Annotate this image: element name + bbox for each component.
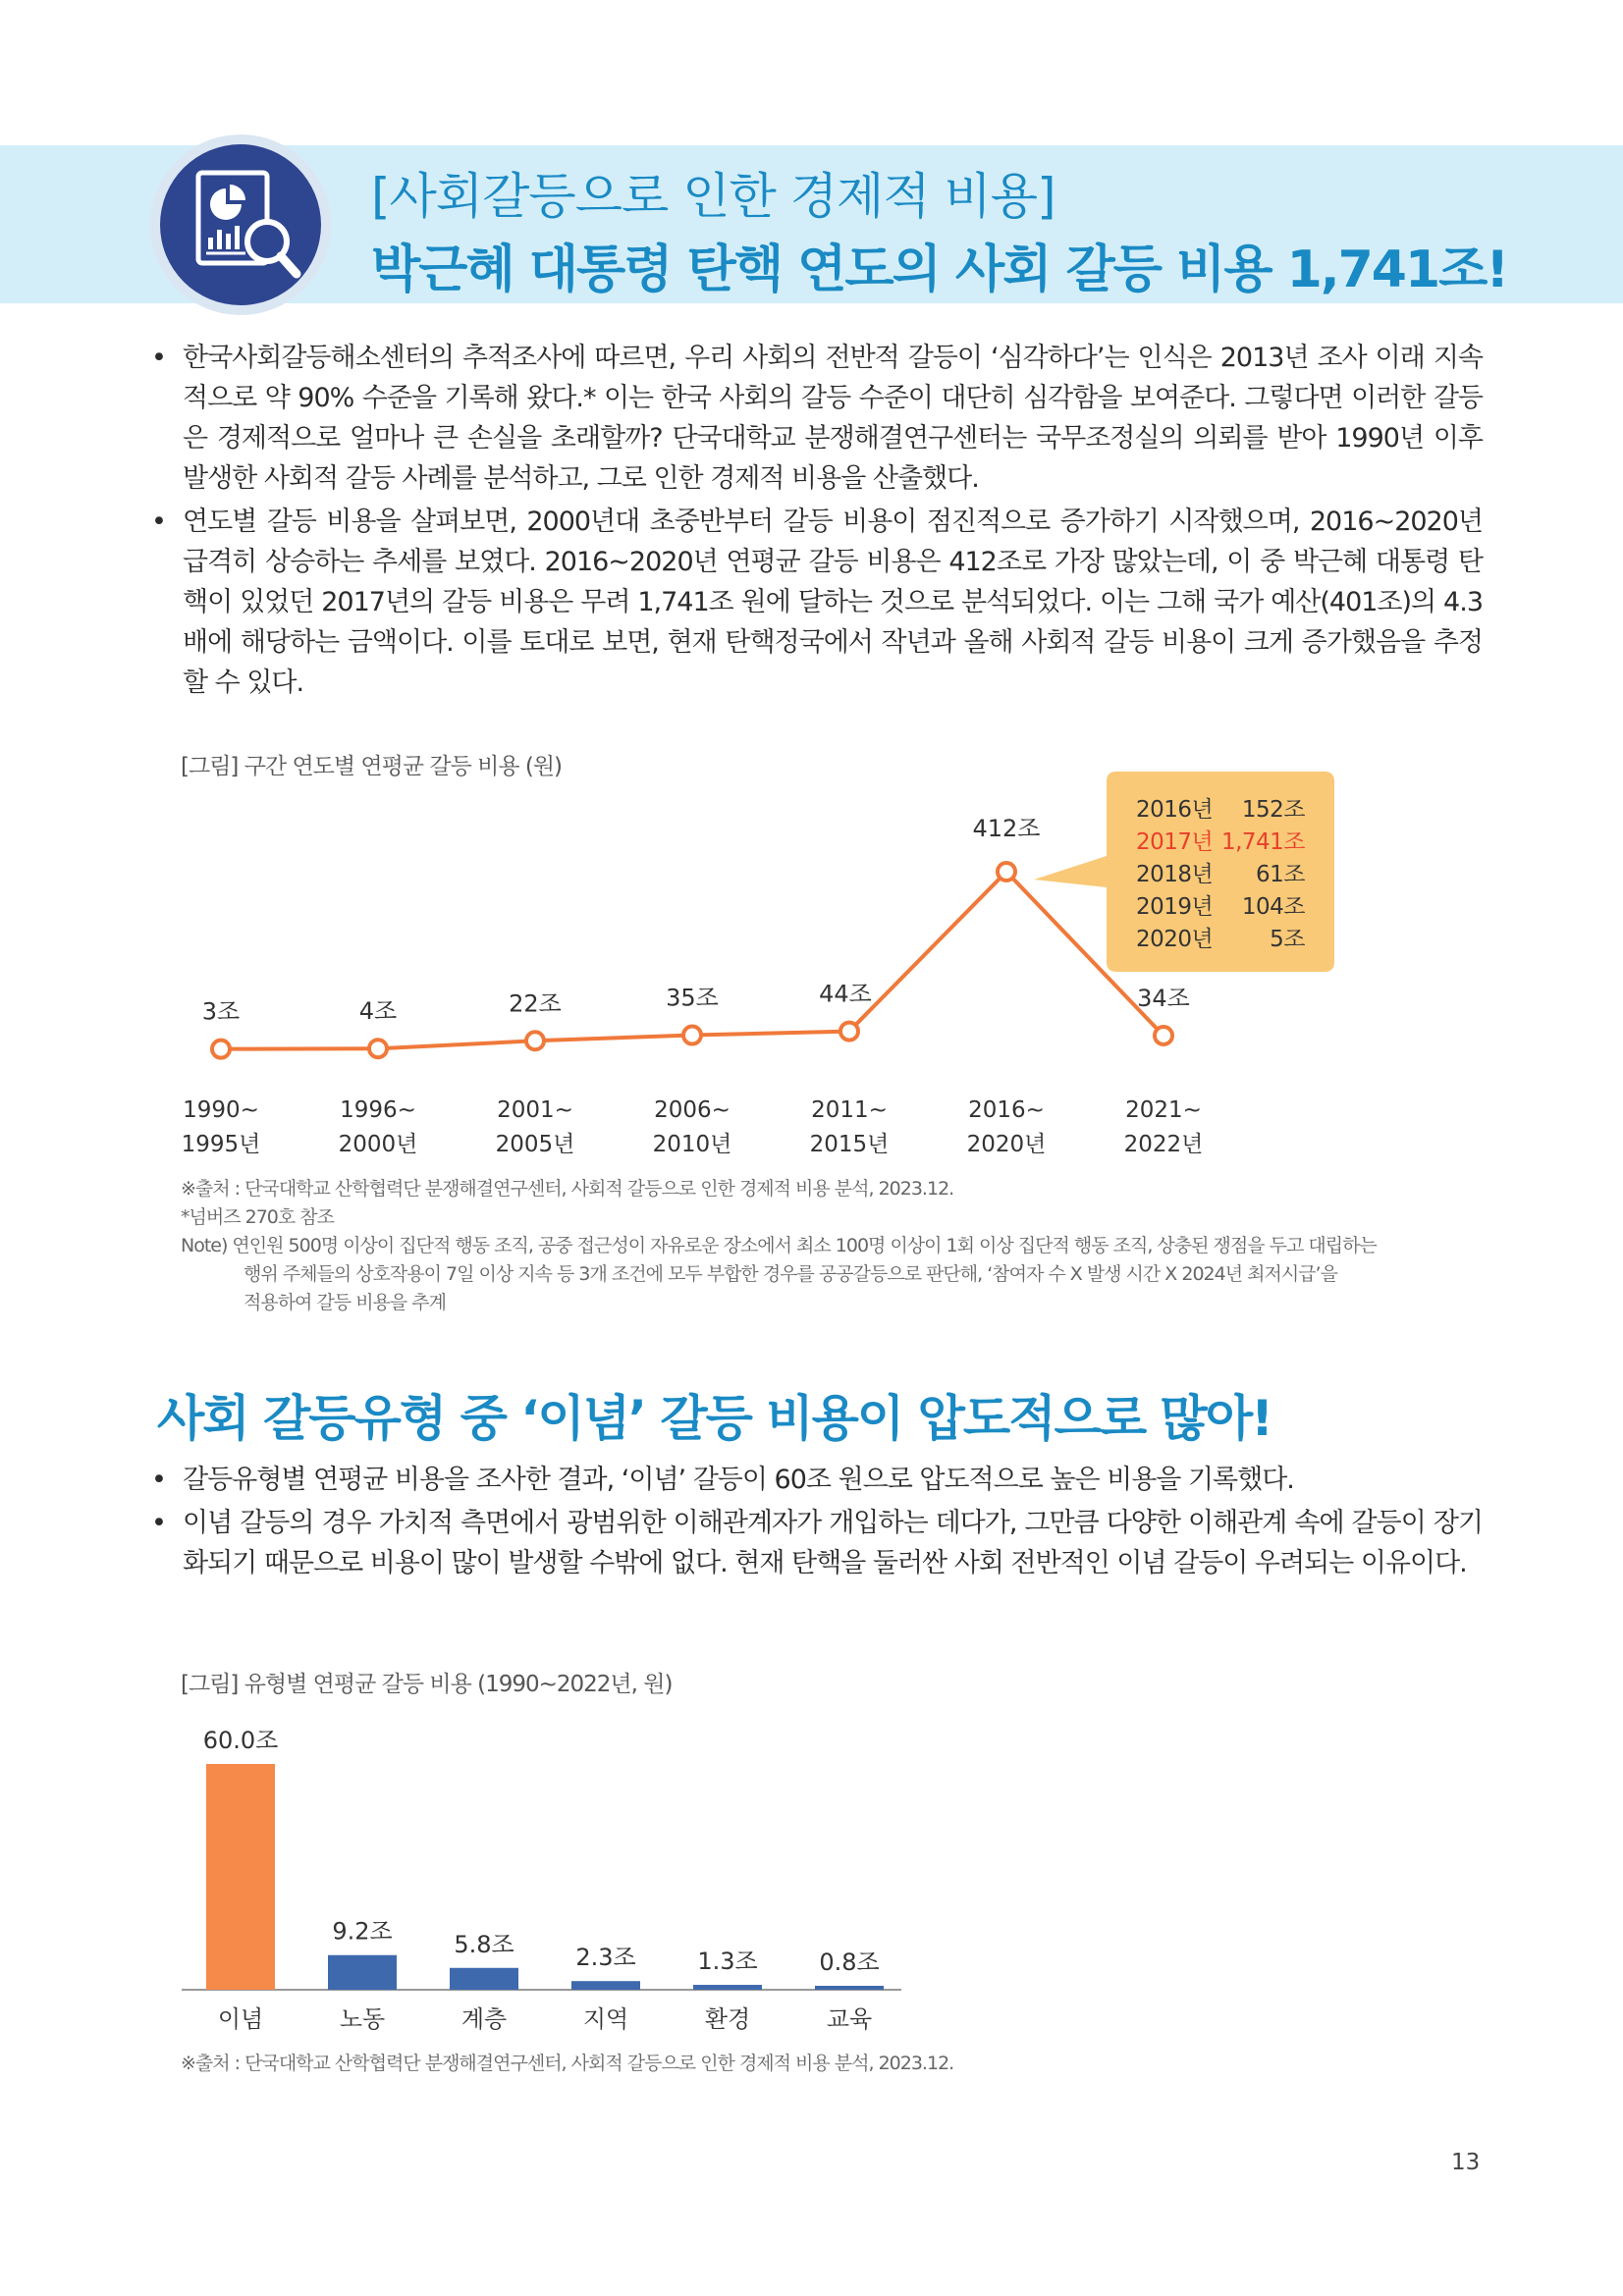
report-chart-magnifier-icon <box>147 132 334 318</box>
x-tick-label: 2000년 <box>338 1132 418 1157</box>
x-tick-label: 2005년 <box>495 1132 575 1157</box>
x-tick-label: 2022년 <box>1123 1132 1204 1157</box>
x-tick-label: 1995년 <box>181 1132 261 1157</box>
x-tick-label: 2011~ <box>811 1097 888 1123</box>
callout-value: 1,741조 <box>1220 829 1305 855</box>
callout-value: 5조 <box>1270 927 1305 952</box>
callout-value: 61조 <box>1256 862 1305 887</box>
callout-year: 2018년 <box>1136 862 1214 887</box>
note-reference: *넘버즈 270호 참조 <box>181 1206 334 1228</box>
x-tick-label: 이념 <box>217 2005 264 2033</box>
x-tick-label: 2021~ <box>1125 1097 1202 1123</box>
callout-value: 104조 <box>1241 894 1305 920</box>
source-note: ※출처 : 단국대학교 산학협력단 분쟁해결연구센터, 사회적 갈등으로 인한 경제적 비용 분석, 2023.12. <box>181 2053 954 2074</box>
bar <box>815 1986 884 1990</box>
header-title-2: 박근혜 대통령 탄핵 연도의 사회 갈등 비용 1,741조! <box>371 240 1508 299</box>
data-point <box>369 1040 387 1057</box>
bar <box>571 1981 640 1990</box>
bullet-item: • 한국사회갈등해소센터의 추적조사에 따르면, 우리 사회의 전반적 갈등이 ‘심각하다’는 인식은 2013년 조사 이래 지속적으로 약 90% 수준을 기록해 왔다.* 이는 한국 사회의 갈등 수준이 대단히 심각함을 보여준다. 그렇다면 이러한 갈등은 경제적으로 얼마나 큰 손실을 초래할까? 단국대학교 분쟁해결연구센터는 국무조정실의 의뢰를 받아 1990년 이후 발생한 사회적 갈등 사례를 분석하고, 그로 인한 경제적 비용을 산출했다. <box>147 338 1483 499</box>
callout-value: 152조 <box>1241 797 1305 823</box>
x-tick-label: 1990~ <box>183 1097 259 1123</box>
x-tick-label: 2010년 <box>652 1132 732 1157</box>
x-tick-label: 2001~ <box>497 1097 573 1123</box>
x-tick-label: 2015년 <box>809 1132 890 1157</box>
bar <box>328 1955 397 1990</box>
callout-year: 2017년 <box>1136 829 1214 855</box>
note-source: ※출처 : 단국대학교 산학협력단 분쟁해결연구센터, 사회적 갈등으로 인한 경제적 비용 분석, 2023.12. <box>181 1178 954 1200</box>
callout-year: 2019년 <box>1136 894 1214 920</box>
header-title-1: [사회갈등으로 인한 경제적 비용] <box>371 168 1055 225</box>
data-label: 60.0조 <box>202 1727 279 1754</box>
callout-year: 2016년 <box>1136 797 1214 823</box>
x-tick-label: 교육 <box>826 2005 873 2033</box>
data-label: 1.3조 <box>697 1948 758 1976</box>
data-label: 3조 <box>201 997 241 1026</box>
x-tick-label: 계층 <box>460 2005 508 2033</box>
section2-bullets <box>147 1460 1483 1586</box>
bar <box>693 1985 762 1990</box>
x-tick-label: 1996~ <box>340 1097 416 1123</box>
figure-caption-1: [그림] 구간 연도별 연평균 갈등 비용 (원) <box>181 754 563 779</box>
callout-year: 2020년 <box>1136 927 1214 952</box>
data-label: 22조 <box>509 989 562 1018</box>
section2-heading: 사회 갈등유형 중 ‘이념’ 갈등 비용이 압도적으로 많아! <box>157 1390 1271 1447</box>
section1-bullets <box>147 338 1483 706</box>
data-point <box>526 1032 544 1049</box>
note-definition-cont: 적용하여 갈등 비용을 추계 <box>243 1292 447 1313</box>
data-label: 4조 <box>358 997 398 1026</box>
bar-chart <box>0 1708 1623 2042</box>
note-definition-cont: 행위 주체들의 상호작용이 7일 이상 지속 등 3개 조건에 모두 부합한 경우를 공공갈등으로 판단해, ‘참여자 수 X 발생 시간 X 2024년 최저시급’을 <box>243 1263 1337 1285</box>
notes <box>181 1175 1487 1317</box>
data-point <box>212 1041 230 1058</box>
line-chart <box>0 756 1623 1168</box>
x-tick-label: 노동 <box>339 2005 386 2033</box>
data-label: 35조 <box>666 984 719 1012</box>
data-label: 44조 <box>819 980 872 1008</box>
bullet-item: • 갈등유형별 연평균 비용을 조사한 결과, ‘이념’ 갈등이 60조 원으로 압도적으로 높은 비용을 기록했다. <box>147 1460 1483 1500</box>
data-label: 34조 <box>1137 984 1190 1012</box>
data-label: 0.8조 <box>819 1949 880 1976</box>
page-number: 13 <box>1451 2150 1481 2175</box>
x-tick-label: 2020년 <box>966 1132 1047 1157</box>
x-tick-label: 2006~ <box>654 1097 730 1123</box>
figure-caption-2: [그림] 유형별 연평균 갈등 비용 (1990~2022년, 원) <box>181 1672 673 1697</box>
data-point <box>998 863 1015 881</box>
x-tick-label: 지역 <box>582 2005 629 2033</box>
bullet-item: • 이념 갈등의 경우 가치적 측면에서 광범위한 이해관계자가 개입하는 데다가, 그만큼 다양한 이해관계 속에 갈등이 장기화되기 때문으로 비용이 많이 발생할 수밖에 없다. 현재 탄핵을 둘러싼 사회 전반적인 이념 갈등이 우려되는 이유이다. <box>147 1503 1483 1583</box>
data-label: 9.2조 <box>332 1917 393 1946</box>
note-definition: Note) 연인원 500명 이상이 집단적 행동 조직, 공중 접근성이 자유로운 장소에서 최소 100명 이상이 1회 이상 집단적 행동 조직, 상충된 쟁점을 두고 대립하는 <box>181 1235 1377 1256</box>
data-label: 5.8조 <box>454 1930 514 1958</box>
x-tick-label: 2016~ <box>968 1097 1045 1123</box>
data-point <box>1155 1027 1172 1044</box>
data-point <box>683 1027 701 1044</box>
bar <box>450 1968 518 1990</box>
bar <box>206 1764 275 1990</box>
bullet-item: • 연도별 갈등 비용을 살펴보면, 2000년대 초중반부터 갈등 비용이 점진적으로 증가하기 시작했으며, 2016~2020년 급격히 상승하는 추세를 보였다. 2016~2020년 연평균 갈등 비용은 412조로 가장 많았는데, 이 중 박근혜 대통령 탄핵이 있었던 2017년의 갈등 비용은 무려 1,741조 원에 달하는 것으로 분석되었다. 이는 그해 국가 예산(401조)의 4.3배에 해당하는 금액이다. 이를 토대로 보면, 현재 탄핵정국에서 작년과 올해 사회적 갈등 비용이 크게 증가했음을 추정할 수 있다. <box>147 502 1483 703</box>
x-tick-label: 환경 <box>704 2005 751 2033</box>
data-label: 2.3조 <box>575 1944 636 1972</box>
data-point <box>840 1023 858 1041</box>
data-label: 412조 <box>972 815 1041 842</box>
